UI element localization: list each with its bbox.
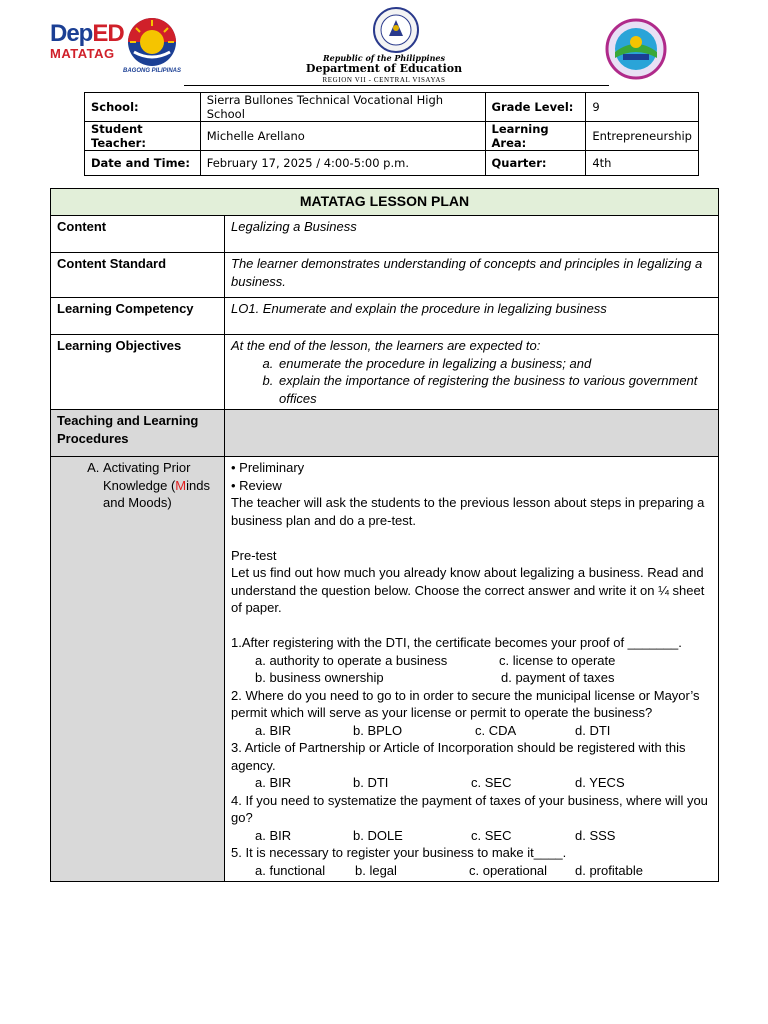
deped-logo-dep: Dep xyxy=(50,20,93,47)
info-row-teacher xyxy=(85,122,699,151)
activating-row xyxy=(51,457,719,882)
q4-choice-d: d. SSS xyxy=(575,827,616,843)
teacher-label: Student Teacher: xyxy=(85,122,201,151)
question-2: 2. Where do you need to go to in order to secure the municipal license or Mayor’s permit which will serve as your license or permit to operate the business? xyxy=(231,687,700,720)
deped-logo-ed: ED xyxy=(92,20,124,47)
competency-label: Learning Competency xyxy=(51,298,225,335)
objectives-list xyxy=(231,355,712,408)
content-label: Content xyxy=(51,216,225,253)
pretest-instructions: Let us find out how much you already know about legalizing a business. Read and understand the question below. Choose the correct answer and write it on ¼ sheet of paper. xyxy=(231,565,705,615)
procedures-row xyxy=(51,410,719,457)
question-3: 3. Article of Partnership or Article of Incorporation should be registered with this agency. xyxy=(231,740,686,773)
q3-choice-a: a. BIR xyxy=(255,775,292,790)
activating-label-m: M xyxy=(175,477,187,493)
lesson-plan-table xyxy=(50,188,719,882)
preliminary-bullet: • Preliminary xyxy=(231,460,305,475)
spacer xyxy=(231,617,712,635)
question-2-choices xyxy=(231,722,712,740)
activating-content xyxy=(225,457,719,882)
objectives-row xyxy=(51,335,719,410)
question-5-choices xyxy=(231,862,712,880)
activating-label xyxy=(103,459,224,512)
review-bullet: • Review xyxy=(231,477,282,493)
question-4: 4. If you need to systematize the payment of taxes of your business, where will you go? xyxy=(231,792,708,825)
procedures-label: Teaching and Learning Procedures xyxy=(51,410,225,457)
q4-choice-c: c. SEC xyxy=(471,827,512,843)
q1-choice-d: d. payment of taxes xyxy=(501,670,615,685)
q2-choice-b: b. BPLO xyxy=(353,722,403,738)
question-1-choices-row2 xyxy=(231,669,712,687)
area-label: Learning Area: xyxy=(485,122,586,151)
bagong-pilipinas-logo xyxy=(120,14,184,80)
q5-choice-c: c. operational xyxy=(469,862,548,878)
q1-choice-a: a. authority to operate a business xyxy=(255,652,448,668)
info-row-date xyxy=(85,151,699,176)
q5-choice-b: b. legal xyxy=(355,862,397,878)
date-label: Date and Time: xyxy=(85,151,201,176)
area-value: Entrepreneurship xyxy=(586,122,699,151)
objectives-intro: At the end of the lesson, the learners are expected to: xyxy=(231,338,541,353)
pretest-title: Pre-test xyxy=(231,547,277,563)
info-row-school xyxy=(85,93,699,122)
competency-value: LO1. Enumerate and explain the procedure in legalizing business xyxy=(225,298,719,335)
content-value: Legalizing a Business xyxy=(225,216,719,253)
content-row xyxy=(51,216,719,253)
spacer xyxy=(231,529,712,547)
objective-item: a. enumerate the procedure in legalizing a business; and xyxy=(277,355,712,373)
standard-value: The learner demonstrates understanding of concepts and principles in legalizing a business. xyxy=(225,253,719,298)
objectives-label: Learning Objectives xyxy=(51,335,225,410)
deped-seal xyxy=(372,6,420,54)
q1-choice-b: b. business ownership xyxy=(255,670,384,685)
lesson-plan-title: MATATAG LESSON PLAN xyxy=(51,189,719,216)
school-value: Sierra Bullones Technical Vocational High School xyxy=(200,93,485,122)
question-4-choices xyxy=(231,827,712,845)
quarter-label: Quarter: xyxy=(485,151,586,176)
region-vii-seal xyxy=(605,18,667,80)
question-1-choices-row1 xyxy=(231,652,712,670)
lesson-title-row xyxy=(51,189,719,216)
q3-choice-d: d. YECS xyxy=(575,775,625,790)
objectives-cell xyxy=(225,335,719,410)
q4-choice-a: a. BIR xyxy=(255,827,292,843)
activating-label-cell xyxy=(51,457,225,882)
standard-row xyxy=(51,253,719,298)
region-line: REGION VII - CENTRAL VISAYAS xyxy=(322,76,446,84)
grade-label: Grade Level: xyxy=(485,93,586,122)
bagong-pilipinas-caption: BAGONG PILIPINAS xyxy=(122,68,181,74)
competency-row xyxy=(51,298,719,335)
quarter-value: 4th xyxy=(586,151,699,176)
procedures-empty-cell xyxy=(225,410,719,457)
objective-item: b. explain the importance of registering the business to various government offices xyxy=(277,372,712,407)
q5-choice-a: a. functional xyxy=(255,862,326,878)
q1-choice-c: c. license to operate xyxy=(499,652,616,668)
teacher-value: Michelle Arellano xyxy=(200,122,485,151)
deped-logo xyxy=(50,20,124,80)
matatag-wordmark: MATATAG xyxy=(50,46,115,61)
date-value: February 17, 2025 / 4:00-5:00 p.m. xyxy=(200,151,485,176)
header-divider xyxy=(184,85,609,86)
question-3-choices xyxy=(231,774,712,792)
activating-label-suffix: inds and Moods) xyxy=(103,477,210,510)
republic-line: Republic of the Philippines xyxy=(322,53,445,63)
q2-choice-d: d. DTI xyxy=(575,722,611,738)
question-5: 5. It is necessary to register your business to make it____. xyxy=(231,845,567,860)
q2-choice-c: c. CDA xyxy=(475,722,517,738)
q4-choice-b: b. DOLE xyxy=(353,827,403,843)
department-line: Department of Education xyxy=(305,62,463,75)
activating-label-prefix: Activating Prior Knowledge ( xyxy=(103,460,191,493)
review-text: The teacher will ask the students to the previous lesson about steps in preparing a business plan and do a pre-test. xyxy=(231,495,705,528)
q5-choice-d: d. profitable xyxy=(575,862,643,878)
activating-list xyxy=(51,459,224,512)
q3-choice-b: b. DTI xyxy=(353,775,389,790)
q3-choice-c: c. SEC xyxy=(471,775,512,790)
grade-value: 9 xyxy=(586,93,699,122)
q2-choice-a: a. BIR xyxy=(255,722,292,738)
school-info-table xyxy=(84,92,699,176)
school-label: School: xyxy=(85,93,201,122)
standard-label: Content Standard xyxy=(51,253,225,298)
question-1: 1.After registering with the DTI, the certificate becomes your proof of _______. xyxy=(231,635,682,650)
